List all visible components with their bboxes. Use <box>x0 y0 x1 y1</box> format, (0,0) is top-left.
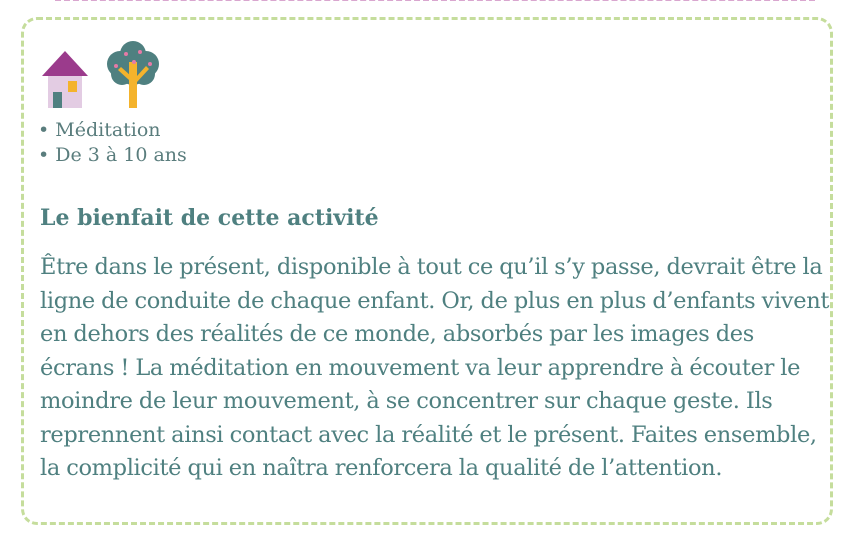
meta-item-category: • Méditation <box>38 118 187 143</box>
house-icon <box>40 48 90 110</box>
section-body: Être dans le présent, disponible à tout ce qu’il s’y passe, devrait être la ligne de conduite de chaque enfant. Or, de plus en plus d’enfants vivent en dehors des réalités de ce monde, absorbés par les images des écrans ! La méditation en mouvement va leur apprendre à écouter le moindre de leur mouvement, à se concentrer sur chaque geste. Ils reprennent ainsi contact avec la réalité et le présent. Faites ensemble, la complicité qui en naîtra renforcera la qualité de l’attention. <box>40 254 830 481</box>
tree-icon <box>104 40 162 110</box>
top-divider <box>55 0 815 5</box>
activity-icons <box>40 38 162 110</box>
activity-meta-list <box>38 118 187 168</box>
meta-item-age-range: • De 3 à 10 ans <box>38 143 187 168</box>
section-heading: Le bienfait de cette activité <box>40 205 379 231</box>
